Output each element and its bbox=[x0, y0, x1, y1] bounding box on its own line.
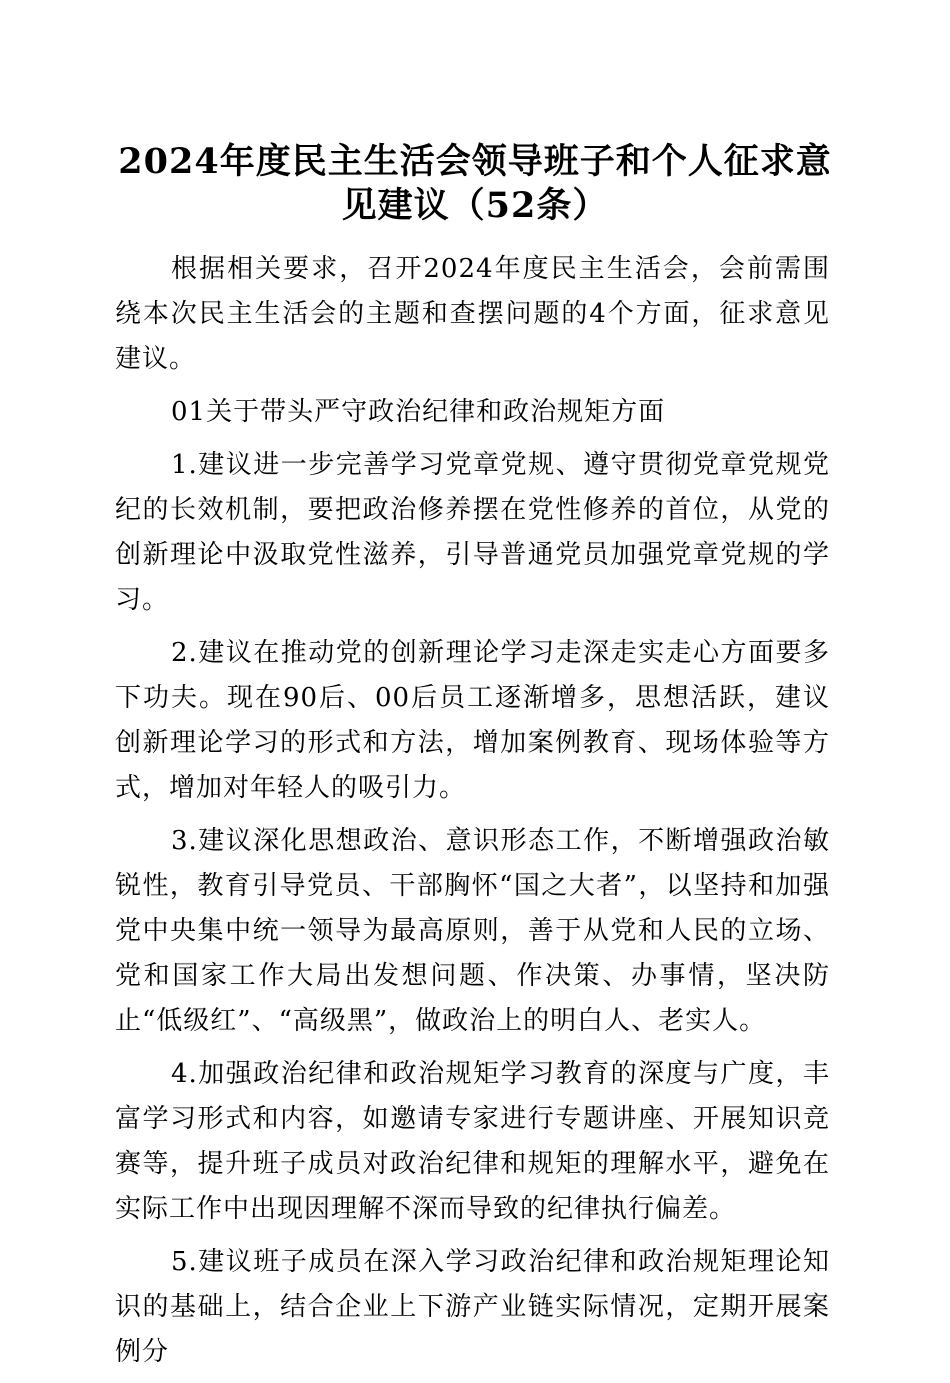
suggestion-item-4: 4.加强政治纪律和政治规矩学习教育的深度与广度，丰富学习形式和内容，如邀请专家进行专题讲座、开展知识竞赛等，提升班子成员对政治纪律和规矩的理解水平，避免在实际工作中出现因理解不深而导致的纪律执行偏差。 bbox=[115, 1059, 830, 1224]
suggestion-item-1: 1.建议进一步完善学习党章党规、遵守贯彻党章党规党纪的长效机制，要把政治修养摆在党性修养的首位，从党的创新理论中汲取党性滋养，引导普通党员加强党章党规的学习。 bbox=[115, 450, 830, 615]
suggestion-item-5: 5.建议班子成员在深入学习政治纪律和政治规矩理论知识的基础上，结合企业上下游产业链实际情况，定期开展案例分 bbox=[115, 1247, 830, 1367]
section-heading: 01关于带头严守政治纪律和政治规矩方面 bbox=[171, 397, 666, 427]
title-line-1: 2024年度民主生活会领导班子和个人征求意 bbox=[118, 141, 832, 182]
document-title bbox=[110, 140, 840, 228]
intro-paragraph: 根据相关要求，召开2024年度民主生活会，会前需围绕本次民主生活会的主题和查摆问题的4个方面，征求意见建议。 bbox=[115, 254, 830, 374]
document-body bbox=[115, 247, 830, 1383]
title-line-2: 见建议（52条） bbox=[341, 185, 609, 226]
suggestion-item-2: 2.建议在推动党的创新理论学习走深走实走心方面要多下功夫。现在90后、00后员工逐渐增多，思想活跃，建议创新理论学习的形式和方法，增加案例教育、现场体验等方式，增加对年轻人的吸引力。 bbox=[115, 638, 830, 803]
suggestion-item-3: 3.建议深化思想政治、意识形态工作，不断增强政治敏锐性，教育引导党员、干部胸怀“国之大者”，以坚持和加强党中央集中统一领导为最高原则，善于从党和人民的立场、党和国家工作大局出发想问题、作决策、办事情，坚决防止“低级红”、“高级黑”，做政治上的明白人、老实人。 bbox=[115, 826, 830, 1036]
